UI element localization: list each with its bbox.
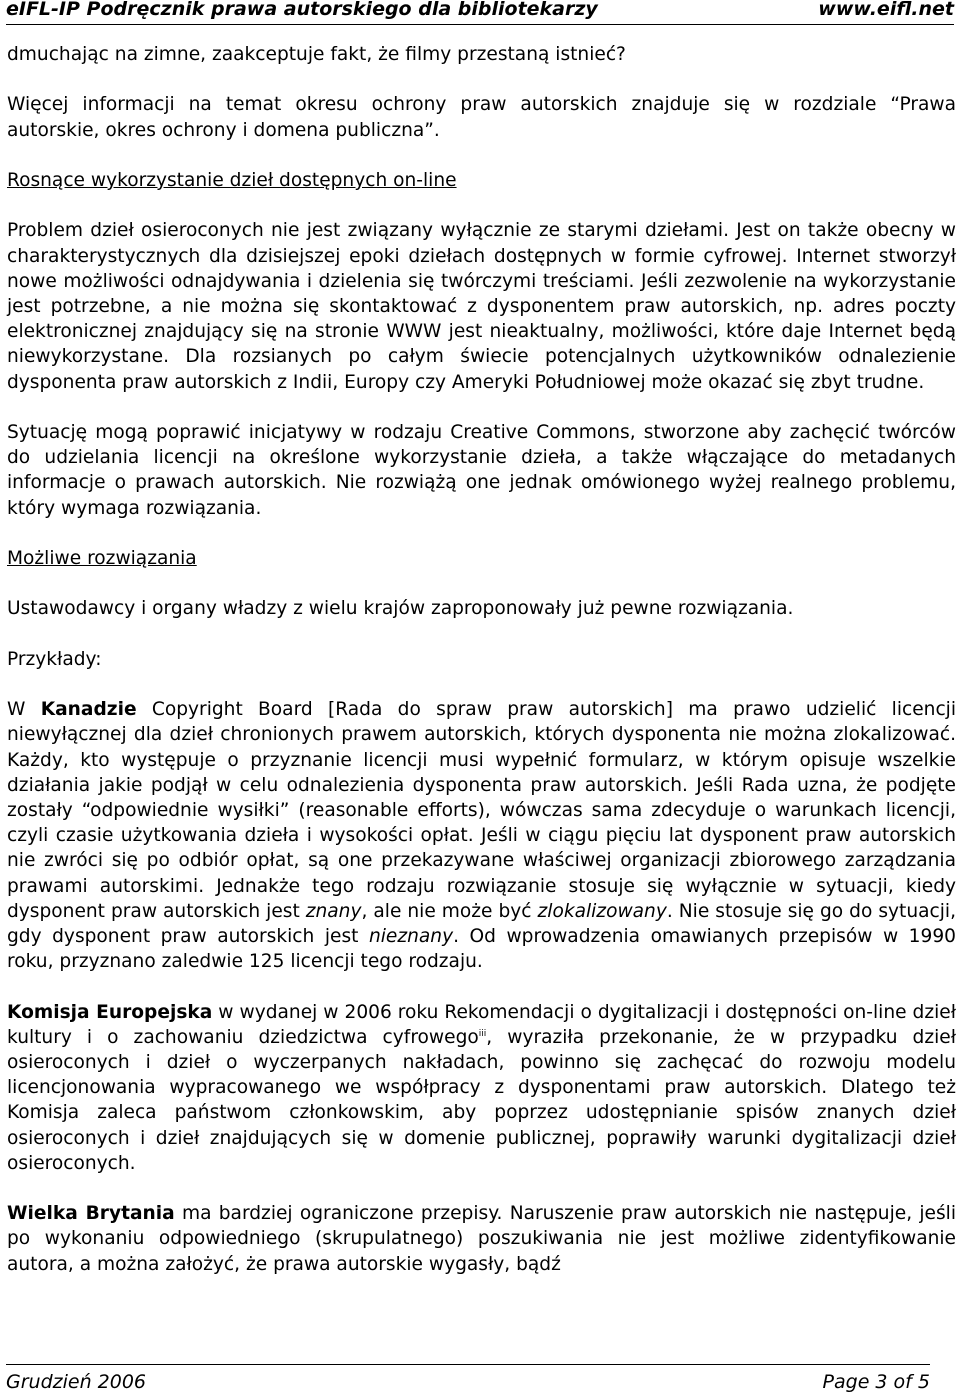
paragraph-uk <box>7 1201 956 1277</box>
paragraph-eu <box>7 1000 956 1176</box>
paragraph-canada <box>7 697 956 974</box>
footnote-ref[interactable]: iii <box>478 1028 487 1039</box>
text-run: w wydanej w 2006 roku Rekomendacji o dygitalizacji i dostępności on-line dzieł kultury i o zachowaniu dziedzictwa cyfrowego <box>7 1001 956 1048</box>
text-run: . Od wprowadzenia omawianych przepisów w 1990 roku, przyznano zaledwie 125 licencji tego rodzaju. <box>7 925 956 973</box>
italic-term: nieznany <box>368 925 454 947</box>
bold-term: Komisja Europejska <box>7 1001 213 1023</box>
italic-term: zlokalizowany <box>537 900 667 922</box>
page-footer <box>6 1364 930 1393</box>
paragraph: Więcej informacji na temat okresu ochrony praw autorskich znajduje się w rozdziale “Prawa autorskie, okres ochrony i domena publiczna”. <box>7 94 956 141</box>
bold-term: Wielka Brytania <box>7 1203 175 1225</box>
text-run: , ale nie może być <box>361 900 538 922</box>
header-site: www.eifl.net <box>818 0 954 20</box>
paragraph: dmuchając na zimne, zaakceptuje fakt, że filmy przestaną istnieć? <box>7 44 626 65</box>
document-body <box>7 42 956 1302</box>
text-run: . Nie stosuje się go do sytuacji, gdy dysponent praw autorskich jest <box>7 900 956 947</box>
footer-date: Grudzień 2006 <box>6 1371 147 1393</box>
footer-page-number: Page 3 of 5 <box>822 1371 930 1393</box>
paragraph: Sytuację mogą poprawić inicjatywy w rodzaju Creative Commons, stworzone aby zachęcić twórców do udzielania licencji na określone wykorzystanie dzieła, a także włączające do metadanych informacje o prawach autorskich. Nie rozwiążą one jednak omówionego wyżej realnego problemu, który wymaga rozwiązania. <box>7 421 956 519</box>
italic-term: znany <box>305 900 362 922</box>
section-heading: Rosnące wykorzystanie dzieł dostępnych on-line <box>7 169 457 191</box>
text-run: ma bardziej ograniczone przepisy. Naruszenie praw autorskich nie następuje, jeśli po wykonaniu odpowiedniego (skrupulatnego) poszukiwania nie jest możliwe zidentyfikowanie autora, a można założyć, że prawa autorskie wygasły, bądź <box>7 1203 957 1275</box>
bold-term: Kanadzie <box>40 699 137 721</box>
paragraph: Ustawodawcy i organy władzy z wielu krajów zaproponowały już pewne rozwiązania. <box>7 598 794 620</box>
paragraph: Przykłady: <box>7 648 102 670</box>
text-run: W <box>7 699 41 721</box>
text-run: Copyright Board [Rada do spraw praw autorskich] ma prawo udzielić licencji niewyłącznej dla dzieł chronionych prawem autorskich, których dysponenta nie można zlokalizować. Każdy, kto występuje o przyznanie licencji musi wypełnić formularz, w którym opisuje wszelkie działania jakie podjął w celu odnalezienia dysponenta praw autorskich. Jeśli Rada uzna, że podjęte zostały “odpowiednie wysiłki” (reasonable efforts), wówczas sama zdecyduje o warunkach licencji, czyli czasie użytkowania dzieła i wysokości opłat. Jeśli w ciągu pięciu lat dysponent praw autorskich nie zwróci się po odbiór opłat, są one przekazywane właściwej organizacji zbiorowego zarządzania prawami autorskimi. Jednakże tego rodzaju rozwiązanie stosuje się wyłącznie w sytuacji, kiedy dysponent praw autorskich jest <box>7 699 956 922</box>
header-title: eIFL-IP Podręcznik prawa autorskiego dla bibliotekarzy <box>6 0 598 20</box>
text-run: , wyraziła przekonanie, że w przypadku dzieł osieroconych i dzieł o wyczerpanych nakładach, powinno się zachęcać do rozwoju modelu licencjonowania wypracowanego we współpracy z dysponentami praw autorskich. Dlatego też Komisja zaleca państwom członkowskim, aby poprzez udostępnianie spisów znanych dzieł osieroconych i dzieł znajdujących się w domenie publicznej, poprawiły warunki dygitalizacji dzieł osieroconych. <box>7 1026 956 1174</box>
section-heading: Możliwe rozwiązania <box>7 547 197 569</box>
paragraph: Problem dzieł osieroconych nie jest związany wyłącznie ze starymi dziełami. Jest on także obecny w charakterystycznych dla dzisiejszej epoki dziełach dostępnych w formie cyfrowej. Internet stworzył nowe możliwości odnajdywania i dzielenia się twórczymi treściami. Jeśli zezwolenie na wykorzystanie jest potrzebne, a nie można się skontaktować z dysponentem praw autorskich, np. adres poczty elektronicznej znajdujący się na stronie WWW jest nieaktualny, możliwości, które daje Internet będą niewykorzystane. Dla rozsianych po całym świecie potencjalnych użytkowników odnalezienie dysponenta praw autorskich z Indii, Europy czy Ameryki Południowej może okazać się zbyt trudne. <box>7 220 956 393</box>
page-header <box>6 0 954 25</box>
